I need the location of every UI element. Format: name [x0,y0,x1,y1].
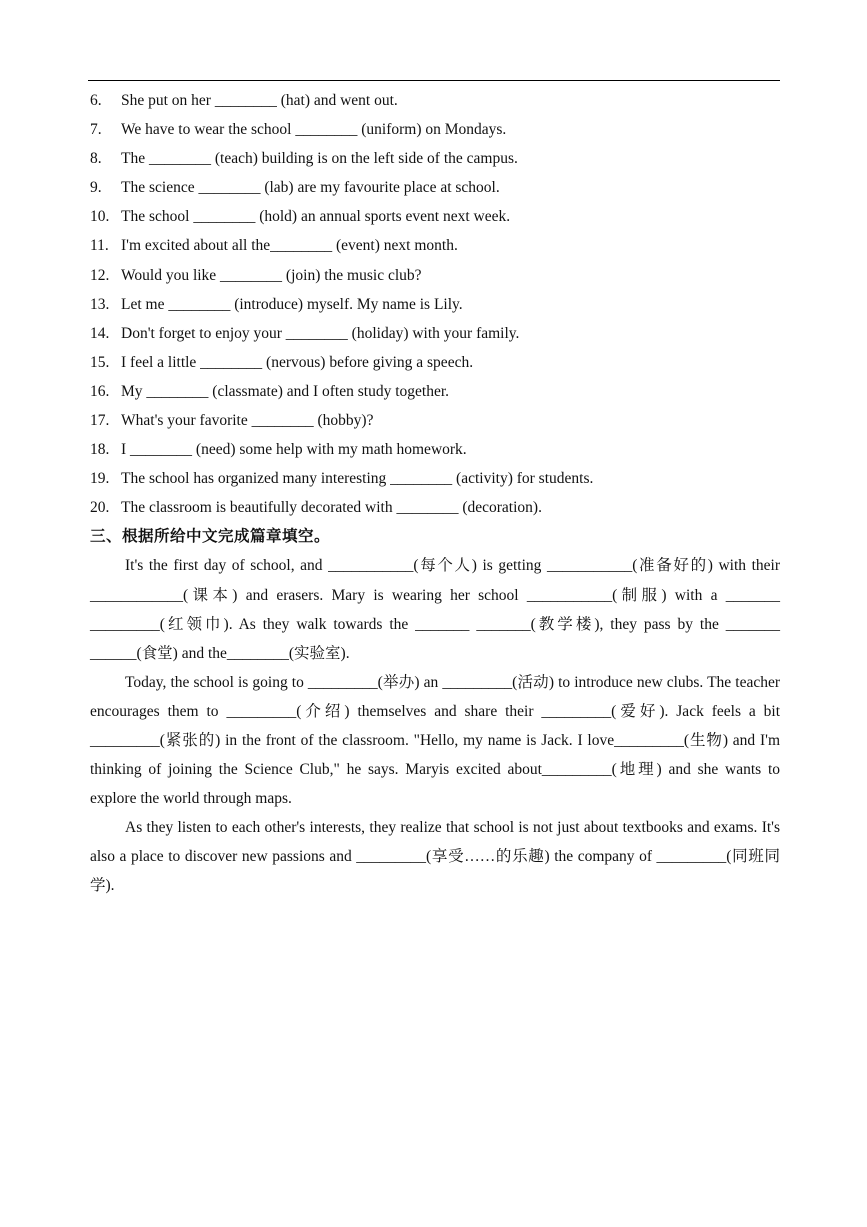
passage-paragraph-1: It's the first day of school, and ___________(每个人) is getting ___________(准备好的) with their ____________(课本) and erasers. Mary is wearing her school ___________(制服) with a _______ _________(红领巾). As they walk towards the _______ _______(教学楼), they pass by the _______ ______(食堂) and the________(实验室). [90,557,780,662]
item-text: Don't forget to enjoy your ________ (holiday) with your family. [121,324,520,342]
exercise-item-9 [90,173,780,202]
item-text: I'm excited about all the________ (event) next month. [121,237,458,255]
item-text: The school has organized many interesting ________ (activity) for students. [121,470,594,488]
item-number: 10. [90,208,110,226]
item-number: 14. [90,324,110,342]
exercise-item-13 [90,290,780,319]
item-number: 15. [90,353,110,371]
exercise-item-15 [90,348,780,377]
item-text: I ________ (need) some help with my math homework. [121,441,467,459]
item-number: 8. [90,150,102,168]
item-text: The classroom is beautifully decorated with ________ (decoration). [121,499,542,517]
item-number: 7. [90,121,102,139]
item-text: Would you like ________ (join) the music club? [121,266,422,284]
exercise-item-11 [90,231,780,260]
exercise-item-18 [90,435,780,464]
item-text: The science ________ (lab) are my favourite place at school. [121,179,500,197]
passage-paragraph-3: As they listen to each other's interests, they realize that school is not just about textbooks and exams. It's also a place to discover new passions and _________(享受……的乐趣) the company of _________(同班同学). [90,819,780,895]
passage-paragraph-2: Today, the school is going to _________(举办) an _________(活动) to introduce new clubs. The teacher encourages them to _________(介绍) themselves and share their _________(爱好). Jack feels a bit _________(紧张的) in the front of the classroom. "Hello, my name is Jack. I love_________(生物) and I'm thinking of joining the Science Club," he says. Maryis excited about_________(地理) and she wants to explore the world through maps. [90,673,780,808]
item-number: 16. [90,382,110,400]
exercise-item-12 [90,261,780,290]
item-number: 20. [90,499,110,517]
exercise-item-16 [90,377,780,406]
exercise-item-14 [90,319,780,348]
item-number: 6. [90,92,102,109]
item-number: 12. [90,266,110,284]
item-text: She put on her ________ (hat) and went out. [121,92,398,109]
item-text: The ________ (teach) building is on the left side of the campus. [121,150,518,168]
item-number: 9. [90,179,102,197]
header-rule [88,80,780,81]
exercise-item-7 [90,115,780,144]
exercise-item-20 [90,493,780,522]
item-text: I feel a little ________ (nervous) before giving a speech. [121,353,474,371]
item-number: 11. [90,237,109,255]
item-text: My ________ (classmate) and I often study together. [121,382,450,400]
exercise-item-10 [90,202,780,231]
worksheet-content [90,86,780,901]
item-number: 17. [90,412,110,430]
exercise-item-6 [90,86,780,115]
item-text: What's your favorite ________ (hobby)? [121,412,374,430]
exercise-item-17 [90,406,780,435]
item-number: 18. [90,441,110,459]
item-text: We have to wear the school ________ (uniform) on Mondays. [121,121,507,139]
item-text: Let me ________ (introduce) myself. My name is Lily. [121,295,463,313]
item-number: 19. [90,470,110,488]
exercise-item-19 [90,464,780,493]
item-text: The school ________ (hold) an annual sports event next week. [121,208,511,226]
item-number: 13. [90,295,110,313]
section-heading: 三、根据所给中文完成篇章填空。 [90,527,331,546]
exercise-item-8 [90,144,780,173]
